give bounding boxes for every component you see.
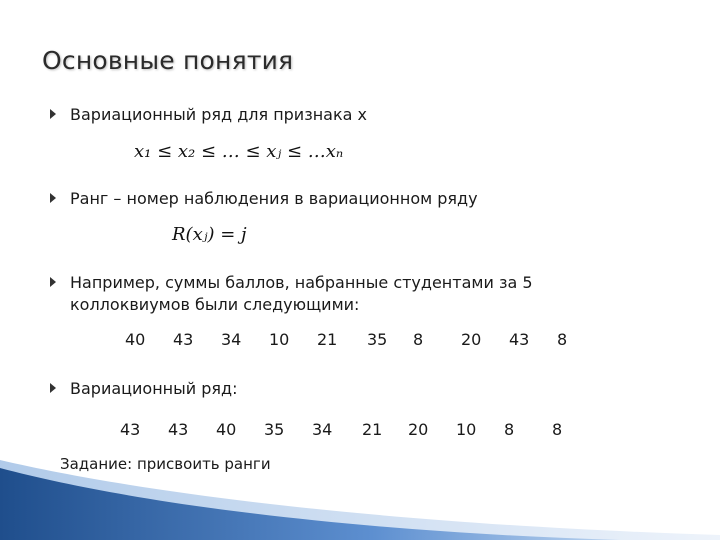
score-value: 8 (413, 330, 424, 349)
bullet-text: Ранг – номер наблюдения в вариационном ряду (70, 189, 478, 208)
scores-row (0, 330, 720, 352)
formula-ordering: x₁ ≤ x₂ ≤ … ≤ xⱼ ≤ …xₙ (134, 141, 344, 162)
sorted-value: 20 (408, 420, 429, 439)
sorted-value: 35 (264, 420, 285, 439)
sorted-row (0, 420, 720, 442)
sorted-value: 43 (120, 420, 141, 439)
score-value: 43 (173, 330, 194, 349)
sorted-value: 21 (362, 420, 383, 439)
score-value: 34 (221, 330, 242, 349)
score-value: 35 (367, 330, 388, 349)
bullet-text: Например, суммы баллов, набранные студентами за 5 (70, 273, 533, 292)
bullet-arrow-icon (50, 277, 56, 287)
bullet-arrow-icon (50, 383, 56, 393)
score-value: 21 (317, 330, 338, 349)
bullet-text: Вариационный ряд для признака x (70, 105, 367, 124)
bullet-text: Вариационный ряд: (70, 379, 238, 398)
sorted-value: 40 (216, 420, 237, 439)
score-value: 8 (557, 330, 568, 349)
score-value: 20 (461, 330, 482, 349)
sorted-value: 8 (552, 420, 563, 439)
bullet-text-continued: коллоквиумов были следующими: (70, 295, 360, 314)
task-text: Задание: присвоить ранги (60, 455, 271, 473)
score-value: 10 (269, 330, 290, 349)
bullet-arrow-icon (50, 109, 56, 119)
formula-rank: R(xⱼ) = j (172, 224, 247, 245)
bullet-arrow-icon (50, 193, 56, 203)
slide-title: Основные понятия (42, 46, 294, 75)
sorted-value: 34 (312, 420, 333, 439)
score-value: 40 (125, 330, 146, 349)
sorted-value: 8 (504, 420, 515, 439)
score-value: 43 (509, 330, 530, 349)
sorted-value: 43 (168, 420, 189, 439)
sorted-value: 10 (456, 420, 477, 439)
